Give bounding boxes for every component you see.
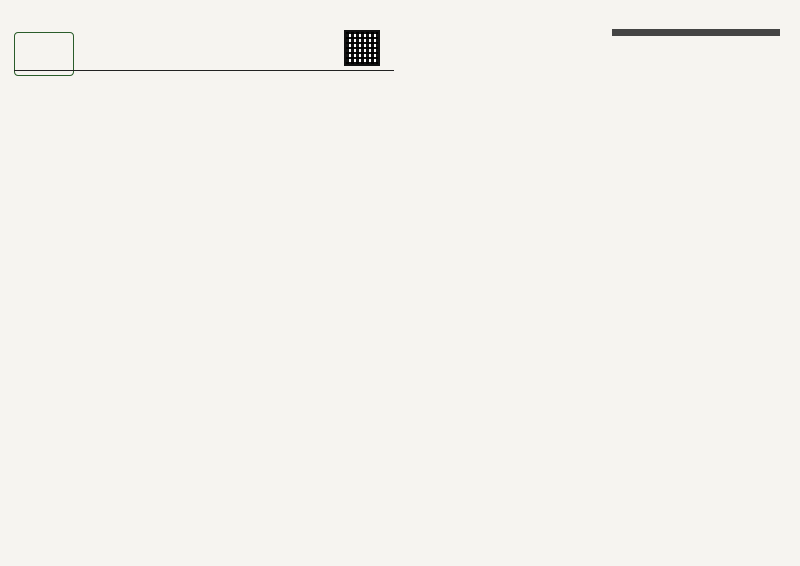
page-footer	[598, 538, 788, 554]
table-cell	[696, 35, 780, 36]
header-divider	[14, 70, 394, 71]
table-cell	[613, 35, 697, 36]
qr-code-icon[interactable]	[344, 30, 380, 66]
column-3	[404, 26, 594, 27]
table-row	[613, 35, 780, 36]
city-function-table	[612, 29, 780, 36]
question-item	[598, 29, 788, 36]
column-2	[210, 110, 396, 111]
page-header	[14, 30, 394, 82]
column-1	[14, 110, 204, 111]
column-4	[598, 26, 788, 39]
